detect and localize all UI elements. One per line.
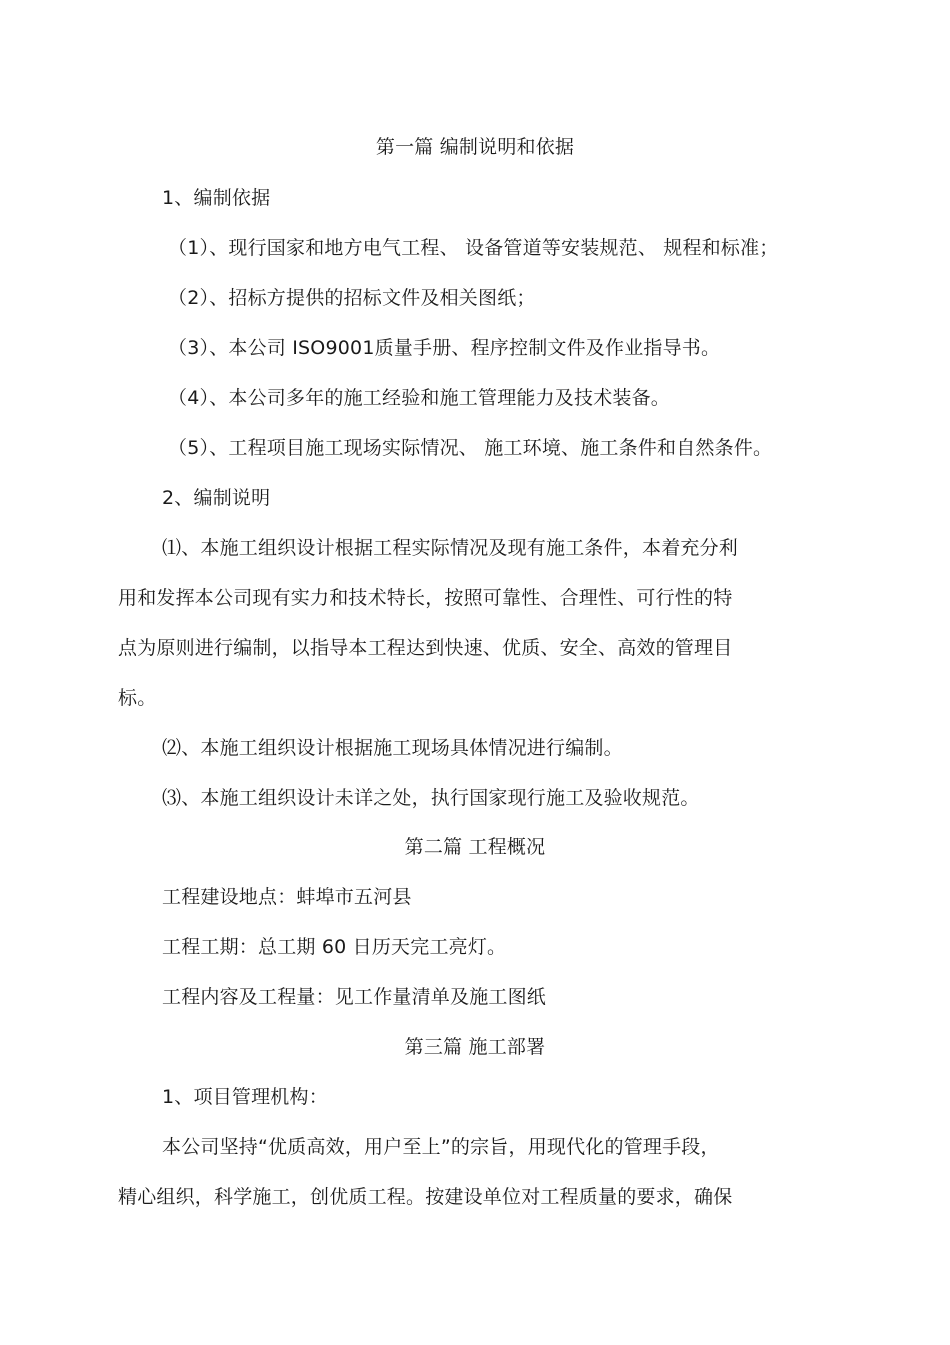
heading-part-three: 第三篇 施工部署 [404, 1036, 546, 1058]
explanation-para1-line4: 标。 [118, 687, 157, 709]
basis-item-1: （1）、现行国家和地方电气工程、 设备管道等安装规范、 规程和标准； [168, 237, 779, 259]
explanation-para3: ⑶、本施工组织设计未详之处，执行国家现行施工及验收规范。 [162, 787, 700, 809]
basis-item-4: （4）、本公司多年的施工经验和施工管理能力及技术装备。 [168, 387, 670, 409]
basis-item-5: （5）、工程项目施工现场实际情况、 施工环境、施工条件和自然条件。 [168, 437, 773, 459]
explanation-para1-line1: ⑴、本施工组织设计根据工程实际情况及现有施工条件，本着充分利 [162, 537, 739, 559]
management-para-line2: 精心组织，科学施工，创优质工程。按建设单位对工程质量的要求，确保 [118, 1186, 733, 1208]
basis-item-3: （3）、本公司 ISO9001质量手册、程序控制文件及作业指导书。 [168, 337, 721, 359]
project-content: 工程内容及工程量：见工作量清单及施工图纸 [162, 986, 547, 1008]
explanation-para1-line3: 点为原则进行编制，以指导本工程达到快速、优质、安全、高效的管理目 [118, 637, 733, 659]
section-management-title: 1、项目管理机构： [162, 1086, 328, 1108]
section-explanation-title: 2、编制说明 [162, 487, 271, 509]
project-duration: 工程工期：总工期 60 日历天完工亮灯。 [162, 936, 507, 958]
project-location: 工程建设地点：蚌埠市五河县 [162, 886, 412, 908]
explanation-para2: ⑵、本施工组织设计根据施工现场具体情况进行编制。 [162, 737, 623, 759]
management-para-line1: 本公司坚持“优质高效，用户至上”的宗旨，用现代化的管理手段， [162, 1136, 720, 1158]
section-basis-title: 1、编制依据 [162, 187, 271, 209]
heading-part-two: 第二篇 工程概况 [404, 836, 546, 858]
basis-item-2: （2）、招标方提供的招标文件及相关图纸； [168, 287, 536, 309]
heading-part-one: 第一篇 编制说明和依据 [375, 136, 575, 158]
explanation-para1-line2: 用和发挥本公司现有实力和技术特长，按照可靠性、合理性、可行性的特 [118, 587, 733, 609]
